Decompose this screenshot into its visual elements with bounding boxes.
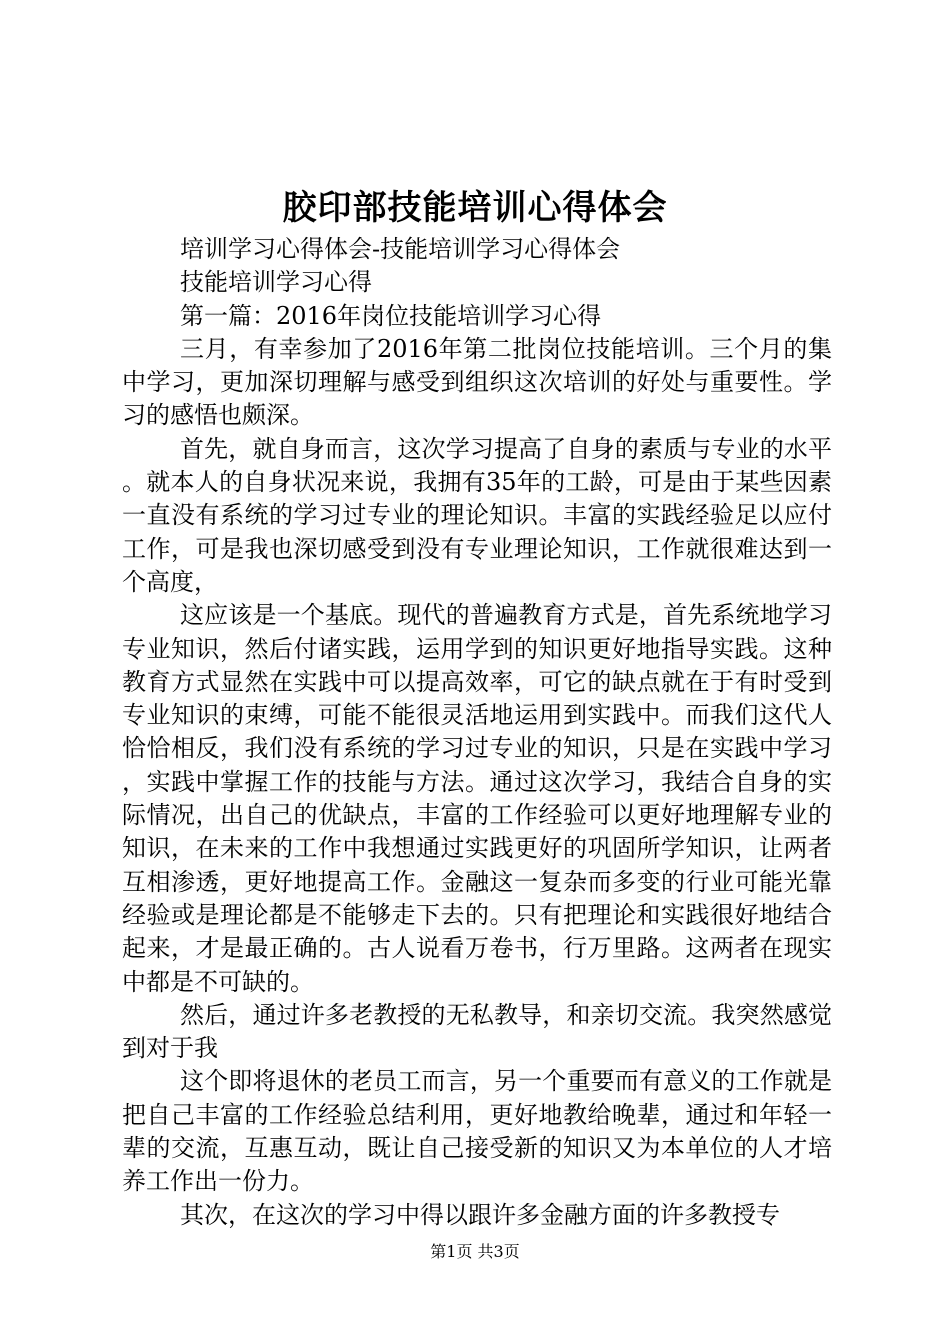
paragraph: 技能培训学习心得: [180, 268, 372, 297]
paragraph: 然后，通过许多老教授的无私教导，和亲切交流。我突然感觉到对于我: [122, 1000, 832, 1063]
document-title: 胶印部技能培训心得体会: [282, 188, 668, 228]
paragraph: 其次，在这次的学习中得以跟许多金融方面的许多教授专: [180, 1200, 780, 1229]
page-footer: 第1页 共3页: [430, 1242, 520, 1261]
paragraph: 第一篇：2016年岗位技能培训学习心得: [180, 301, 602, 330]
paragraph: 三月，有幸参加了2016年第二批岗位技能培训。三个月的集中学习，更加深切理解与感受到组织这次培训的好处与重要性。学习的感悟也颇深。: [122, 334, 832, 430]
paragraph: 培训学习心得体会-技能培训学习心得体会: [180, 235, 621, 263]
paragraph: 这应该是一个基底。现代的普遍教育方式是，首先系统地学习专业知识，然后付诸实践，运用学到的知识更好地指导实践。这种教育方式显然在实践中可以提高效率，可它的缺点就在于有时受到专业知识的束缚，可能不能很灵活地运用到实践中。而我们这代人恰恰相反，我们没有系统的学习过专业的知识，只是在实践中学习，实践中掌握工作的技能与方法。通过这次学习，我结合自身的实际情况，出自己的优缺点，丰富的工作经验可以更好地理解专业的知识，在未来的工作中我想通过实践更好的巩固所学知识，让两者互相渗透，更好地提高工作。金融这一复杂而多变的行业可能光靠经验或是理论都是不能够走下去的。只有把理论和实践很好地结合起来，才是最正确的。古人说看万卷书，行万里路。这两者在现实中都是不可缺的。: [122, 601, 832, 996]
paragraph: 这个即将退休的老员工而言，另一个重要而有意义的工作就是把自己丰富的工作经验总结利用，更好地教给晚辈，通过和年轻一辈的交流，互惠互动，既让自己接受新的知识又为本单位的人才培养工作出一份力。: [122, 1067, 832, 1196]
document-body: [122, 233, 832, 1232]
paragraph: 首先，就自身而言，这次学习提高了自身的素质与专业的水平。就本人的自身状况来说，我拥有35年的工龄，可是由于某些因素一直没有系统的学习过专业的理论知识。丰富的实践经验足以应付工作，可是我也深切感受到没有专业理论知识，工作就很难达到一个高度，: [122, 434, 832, 596]
